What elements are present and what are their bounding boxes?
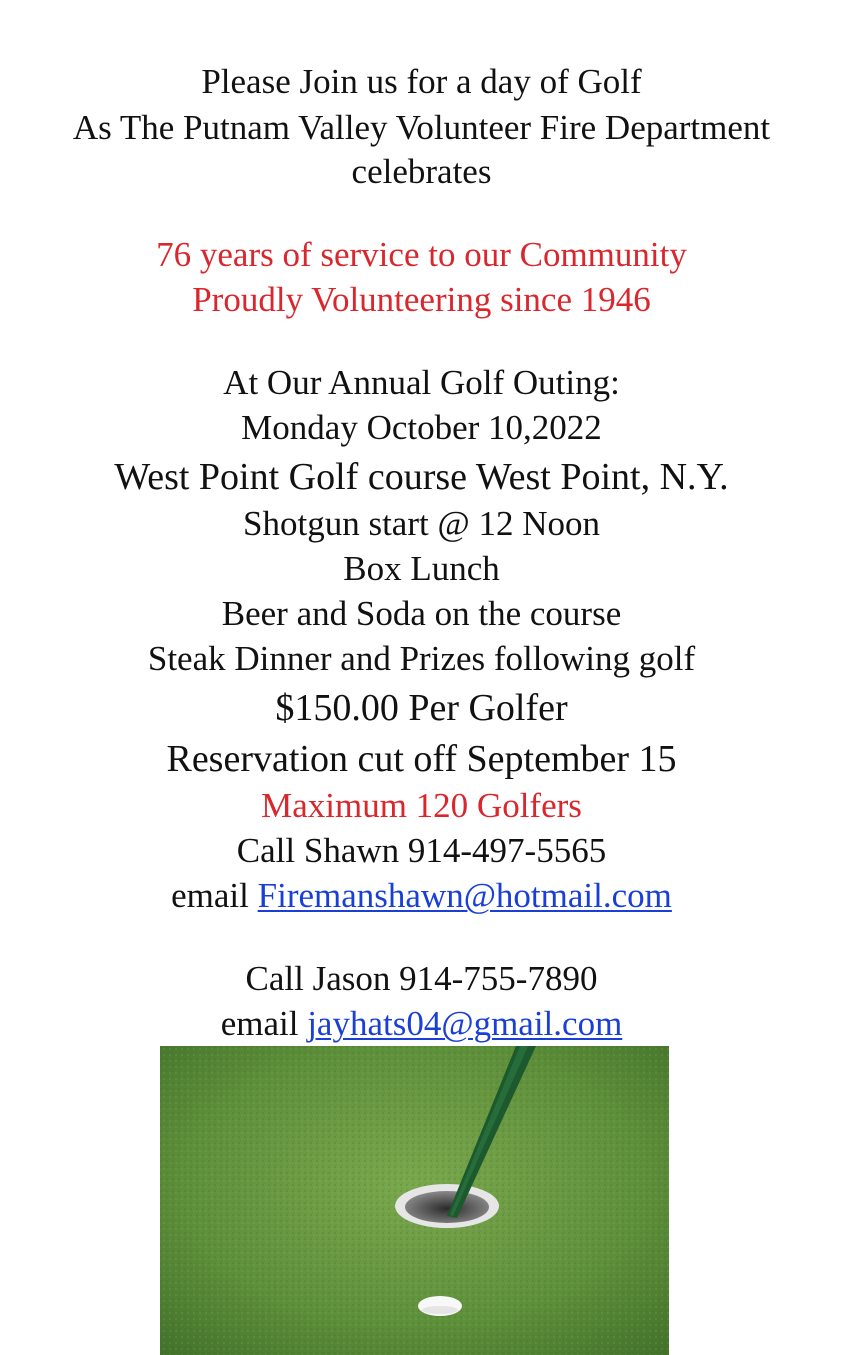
- event-venue: West Point Golf course West Point, N.Y.: [114, 456, 729, 498]
- event-price: $150.00 Per Golfer: [275, 687, 568, 729]
- contact-shawn-call: Call Shawn 914-497-5565: [236, 831, 607, 870]
- contact-shawn-email-row: [0, 878, 843, 913]
- contact-jason-email-label: email: [220, 1004, 308, 1043]
- contact-jason-call: Call Jason 914-755-7890: [245, 959, 598, 998]
- event-lunch: Box Lunch: [343, 549, 500, 588]
- event-start: Shotgun start @ 12 Noon: [243, 504, 600, 543]
- intro-line-1: Please Join us for a day of Golf: [201, 62, 642, 101]
- anniversary-line-1: 76 years of service to our Community: [156, 235, 687, 274]
- contact-shawn-email-link[interactable]: Firemanshawn@hotmail.com: [257, 876, 672, 915]
- hole-cup: [405, 1191, 489, 1223]
- event-date: Monday October 10,2022: [241, 408, 602, 447]
- event-drinks: Beer and Soda on the course: [221, 594, 622, 633]
- contact-jason-email-link[interactable]: jayhats04@gmail.com: [307, 1004, 623, 1043]
- golf-hole-photo: [160, 1046, 669, 1355]
- intro-line-3: celebrates: [351, 152, 492, 191]
- event-maximum: Maximum 120 Golfers: [261, 786, 582, 825]
- event-dinner: Steak Dinner and Prizes following golf: [147, 639, 696, 678]
- contact-jason-email-row: [0, 1006, 843, 1041]
- event-cutoff: Reservation cut off September 15: [166, 738, 677, 780]
- anniversary-line-2: Proudly Volunteering since 1946: [192, 280, 651, 319]
- intro-line-2: As The Putnam Valley Volunteer Fire Department: [72, 108, 771, 147]
- event-heading: At Our Annual Golf Outing:: [223, 363, 620, 402]
- contact-shawn-email-label: email: [171, 876, 258, 915]
